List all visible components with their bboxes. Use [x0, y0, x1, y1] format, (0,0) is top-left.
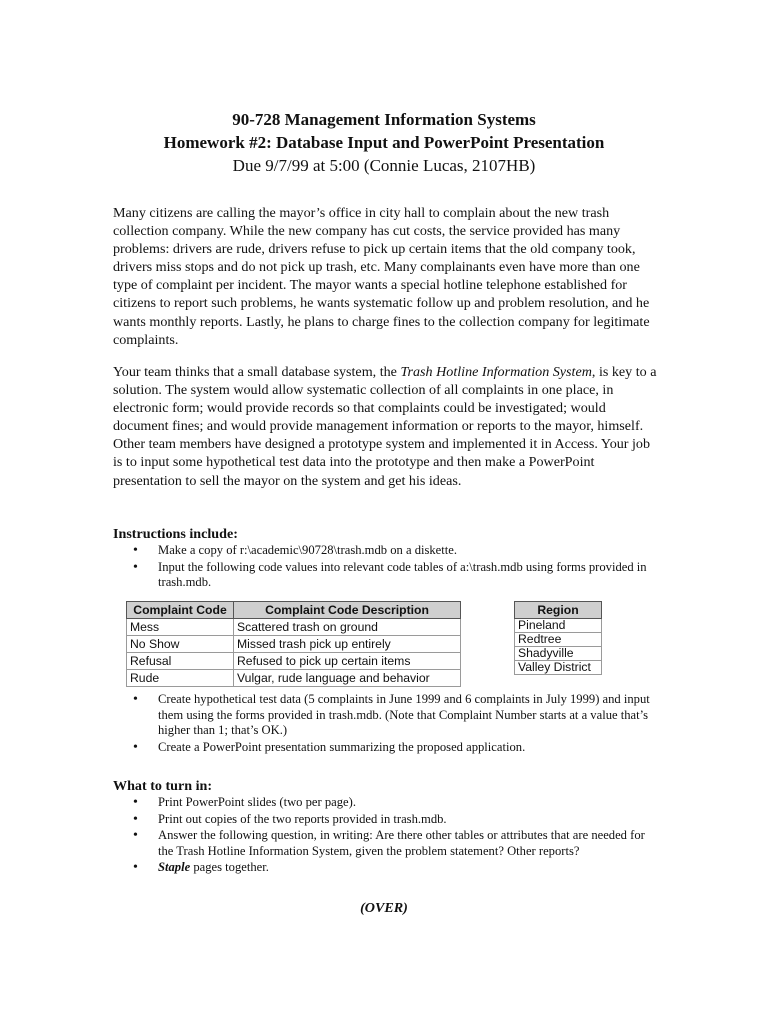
list-item	[113, 860, 658, 876]
paragraph2-text-end: , is key to a solution. The system would allow systematic collection of all complaints in one place, in electronic form; would provide records so that complaints could be investigated; would document fines; and would provide management information or reports to the mayor, himself. Other team members have designed a prototype system and implemented it in Access. Your job is to input some hypothetical test data into the prototype and then make a PowerPoint presentation to sell the mayor on the system and get his ideas.	[113, 364, 657, 489]
list-item: • Print out copies of the two reports provided in trash.mdb.	[113, 812, 658, 828]
complaint-code-table	[126, 601, 461, 687]
column-header: Region	[515, 602, 602, 619]
column-header: Complaint Code	[127, 602, 234, 619]
complaint-desc-cell: Scattered trash on ground	[234, 619, 461, 636]
table-row	[127, 636, 461, 653]
region-cell: Shadyville	[515, 647, 602, 661]
region-cell: Redtree	[515, 633, 602, 647]
title-block	[0, 108, 768, 177]
instructions-heading: Instructions include:	[113, 526, 238, 542]
assignment-title: Homework #2: Database Input and PowerPoint Presentation	[163, 133, 605, 152]
list-item: • Input the following code values into relevant code tables of a:\trash.mdb using forms provided in trash.mdb.	[113, 560, 658, 591]
list-item: • Print PowerPoint slides (two per page).	[113, 795, 658, 811]
list-item: • Create a PowerPoint presentation summarizing the proposed application.	[113, 740, 658, 756]
complaint-code-cell: Rude	[127, 670, 234, 687]
instructions-list-bottom	[113, 692, 658, 756]
complaint-desc-cell: Missed trash pick up entirely	[234, 636, 461, 653]
table-row	[515, 647, 602, 661]
complaint-code-cell: Mess	[127, 619, 234, 636]
complaint-desc-cell: Vulgar, rude language and behavior	[234, 670, 461, 687]
intro-paragraph-2	[113, 363, 658, 490]
column-header: Complaint Code Description	[234, 602, 461, 619]
over-note: (OVER)	[360, 900, 408, 916]
list-item: • Create hypothetical test data (5 complaints in June 1999 and 6 complaints in July 1999) and input them using the forms provided in trash.mdb. (Note that Complaint Number starts at a value that’s higher than 1; that’s OK.)	[113, 692, 658, 739]
system-name-italic: Trash Hotline Information System	[400, 364, 592, 380]
complaint-code-cell: No Show	[127, 636, 234, 653]
table-header-row	[127, 602, 461, 619]
table-row	[127, 653, 461, 670]
complaint-code-cell: Refusal	[127, 653, 234, 670]
intro-paragraph-1: Many citizens are calling the mayor’s office in city hall to complain about the new trash collection company. While the new company has cut costs, the service provided has many problems: drivers are rude, drivers refuse to pick up certain items that the old company took, drivers miss stops and do not pick up trash, etc. Many complainants even have more than one type of complaint per incident. The mayor wants a special hotline telephone established for citizens to report such problems, he wants systematic follow up and problem resolution, and he wants monthly reports. Lastly, he plans to charge fines to the collection company for legitimate complaints.	[113, 205, 650, 348]
turn-in-heading: What to turn in:	[113, 778, 213, 794]
complaint-desc-cell: Refused to pick up certain items	[234, 653, 461, 670]
instructions-list-top	[113, 543, 658, 592]
paragraph2-text-start: Your team thinks that a small database system, the	[113, 364, 401, 380]
course-title: 90-728 Management Information Systems	[232, 110, 536, 129]
list-item: • Answer the following question, in writing: Are there other tables or attributes that are needed for the Trash Hotline Information System, given the problem statement? Other reports?	[113, 828, 658, 859]
table-header-row	[515, 602, 602, 619]
list-item: • Make a copy of r:\academic\90728\trash.mdb on a diskette.	[113, 543, 658, 559]
table-row	[127, 619, 461, 636]
due-date: Due 9/7/99 at 5:00 (Connie Lucas, 2107HB)	[232, 156, 536, 175]
staple-text: pages together.	[190, 860, 269, 875]
table-row	[515, 633, 602, 647]
region-cell: Pineland	[515, 619, 602, 633]
table-row	[515, 661, 602, 675]
turn-in-list	[113, 795, 658, 877]
staple-emphasis: Staple	[158, 860, 191, 875]
region-cell: Valley District	[515, 661, 602, 675]
table-row	[127, 670, 461, 687]
region-table	[514, 601, 602, 675]
table-row	[515, 619, 602, 633]
